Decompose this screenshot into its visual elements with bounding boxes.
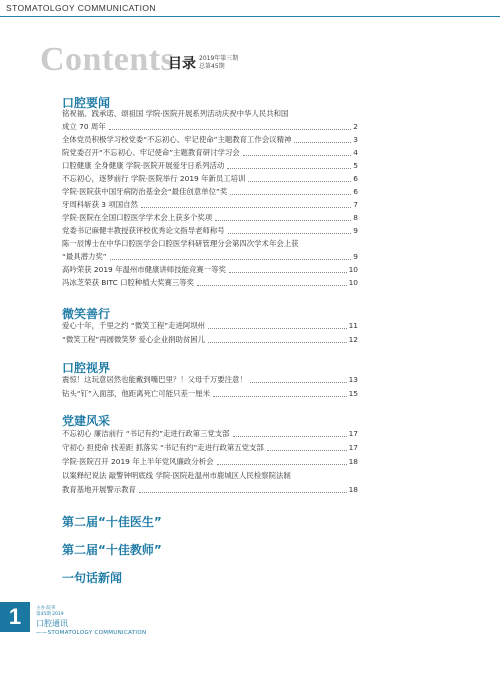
section-title-charity: 微笑善行 bbox=[62, 307, 111, 321]
toc-entry-text: 不忘初心，逐梦前行 学院·医院举行 2019 年新员工培训 bbox=[62, 174, 246, 183]
toc-entry[interactable] bbox=[62, 334, 358, 346]
toc-entry[interactable] bbox=[62, 442, 358, 454]
dot-leader bbox=[228, 232, 352, 234]
toc-entry[interactable] bbox=[62, 225, 358, 237]
mulu-title: 目录 bbox=[168, 56, 196, 72]
contents-title: Contents bbox=[40, 41, 175, 78]
toc-entry-text: 学院·医院召开 2019 年上半年党风廉政分析会 bbox=[62, 457, 214, 466]
page-number: 2 bbox=[353, 122, 358, 131]
footer-small-line-1: 主办 院刊 bbox=[36, 606, 56, 611]
feature-news-brief[interactable]: 一句话新闻 bbox=[62, 571, 123, 585]
page-number: 18 bbox=[348, 457, 358, 466]
page-number: 18 bbox=[348, 485, 358, 494]
toc-entry-text: 全体党员积极学习校党委“不忘初心、牢记使命”主题教育工作会议精神 bbox=[62, 135, 292, 144]
toc-entry[interactable] bbox=[62, 134, 358, 146]
dot-leader bbox=[243, 154, 352, 156]
page-number: 8 bbox=[353, 213, 358, 222]
toc-entry[interactable] bbox=[62, 456, 358, 468]
dot-leader bbox=[230, 193, 351, 195]
page-number: 10 bbox=[348, 278, 358, 287]
toc-entry-text: 不忘初心 廉洁前行 “书记有约”走进行政第三党支部 bbox=[62, 429, 230, 438]
toc-entry[interactable] bbox=[62, 264, 358, 276]
toc-entry-text: 牙周科斩获 3 项国自然 bbox=[62, 200, 138, 209]
dot-leader bbox=[250, 381, 347, 383]
toc-entry-text: 教育基地开展警示教育 bbox=[62, 485, 136, 494]
dot-leader bbox=[233, 435, 347, 437]
issue-line-1: 2019年第三期 bbox=[199, 55, 239, 62]
dot-leader bbox=[267, 449, 347, 451]
toc-entry-text: 学院·医院在全国口腔医学学术会上获多个奖项 bbox=[62, 213, 213, 222]
page-number-badge: 1 bbox=[0, 602, 30, 632]
toc-entry[interactable] bbox=[62, 121, 358, 133]
page-number: 17 bbox=[348, 429, 358, 438]
toc-entry[interactable] bbox=[62, 484, 358, 496]
header-rule bbox=[0, 16, 500, 17]
dot-leader bbox=[141, 206, 351, 208]
feature-top-doctors[interactable]: 第二届“十佳医生” bbox=[62, 515, 162, 529]
toc-entry[interactable] bbox=[62, 160, 358, 172]
page-number: 4 bbox=[353, 148, 358, 157]
toc-entry-text: 冯冰芝荣获 BITC 口腔种植大奖赛三等奖 bbox=[62, 278, 195, 287]
toc-entry-text[interactable]: 以案释纪说法 敲警钟明底线 学院·医院赴温州市鹿城区人民检察院法制 bbox=[62, 471, 291, 480]
toc-entry-text[interactable]: 铭祝福、践承诺、颂祖国 学院·医院开展系列活动庆祝中华人民共和国 bbox=[62, 109, 289, 118]
dot-leader bbox=[109, 128, 352, 130]
feature-top-teachers[interactable]: 第二届“十佳教师” bbox=[62, 543, 162, 557]
toc-entry[interactable] bbox=[62, 173, 358, 185]
dot-leader bbox=[139, 491, 347, 493]
page-number: 10 bbox=[348, 265, 358, 274]
toc-entry[interactable] bbox=[62, 212, 358, 224]
section-title-vision: 口腔视界 bbox=[62, 361, 111, 375]
section-title-party: 党建风采 bbox=[62, 414, 111, 428]
toc-entry-text: “微笑工程”再圆微笑梦 爱心企业捐助贫困儿 bbox=[62, 335, 206, 344]
page-number: 17 bbox=[348, 443, 358, 452]
toc-entry-text: 成立 70 周年 bbox=[62, 122, 106, 131]
toc-entry[interactable] bbox=[62, 251, 358, 263]
toc-entry-text: 钻头“钉”入面部，他距离死亡可能只差一厘米 bbox=[62, 389, 211, 398]
dot-leader bbox=[208, 327, 347, 329]
dot-leader bbox=[197, 284, 347, 286]
dot-leader bbox=[248, 180, 351, 182]
issue-info bbox=[199, 55, 238, 70]
dot-leader bbox=[110, 258, 352, 260]
dot-leader bbox=[294, 141, 351, 143]
page-number: 6 bbox=[353, 187, 358, 196]
toc-entry-text: 爱心十年，千里之约 “微笑工程”走进阿坝州 bbox=[62, 321, 206, 330]
toc-entry-text: 高吟荣获 2019 年温州市健康讲师技能竞赛一等奖 bbox=[62, 265, 226, 274]
page-number: 9 bbox=[353, 252, 358, 261]
toc-entry[interactable] bbox=[62, 428, 358, 440]
toc-entry-text: 学院·医院获中国牙病防治基金会“最佳创意单位”奖 bbox=[62, 187, 228, 196]
footer-brand: 口腔通讯 bbox=[36, 619, 68, 628]
page-number: 9 bbox=[353, 226, 358, 235]
toc-entry[interactable] bbox=[62, 320, 358, 332]
toc-entry-text: 口腔健康 全身健康 学院·医院开展爱牙日系列活动 bbox=[62, 161, 225, 170]
footer-small-line-2: 第45期 2019 bbox=[36, 611, 64, 617]
toc-entry[interactable] bbox=[62, 199, 358, 211]
toc-entry[interactable] bbox=[62, 277, 358, 289]
dot-leader bbox=[213, 395, 347, 397]
dot-leader bbox=[217, 463, 347, 465]
page-number: 11 bbox=[348, 321, 358, 330]
page-number: 12 bbox=[348, 335, 358, 344]
toc-entry-text: 院党委召开“不忘初心、牢记使命”主题教育研讨学习会 bbox=[62, 148, 240, 157]
dot-leader bbox=[227, 167, 351, 169]
page-number: 5 bbox=[353, 161, 358, 170]
page-number: 7 bbox=[353, 200, 358, 209]
toc-entry[interactable] bbox=[62, 374, 358, 386]
page-number: 6 bbox=[353, 174, 358, 183]
toc-entry[interactable] bbox=[62, 147, 358, 159]
page-number: 3 bbox=[353, 135, 358, 144]
dot-leader bbox=[215, 219, 351, 221]
footer-small-text bbox=[36, 606, 64, 617]
publication-header: STOMATOLGOY COMMUNICATION bbox=[6, 3, 156, 13]
dot-leader bbox=[208, 341, 347, 343]
footer-english: ——STOMATOLOGY COMMUNICATION bbox=[36, 630, 147, 636]
section-title-news: 口腔要闻 bbox=[62, 96, 111, 110]
toc-entry-text: 守初心 担使命 找差距 抓落实 “书记有约”走进行政第五党支部 bbox=[62, 443, 264, 452]
toc-entry-text: “最具潜力奖” bbox=[62, 252, 107, 261]
issue-line-2: 总第45期 bbox=[199, 62, 225, 70]
toc-entry-text[interactable]: 陈一辰博士在中华口腔医学会口腔医学科研管理分会第四次学术年会上获 bbox=[62, 239, 299, 248]
page-number: 15 bbox=[348, 389, 358, 398]
toc-entry[interactable] bbox=[62, 186, 358, 198]
dot-leader bbox=[229, 271, 347, 273]
toc-entry-text: 党委书记麻健丰教授获评校优秀论文指导老师称号 bbox=[62, 226, 225, 235]
toc-entry[interactable] bbox=[62, 388, 358, 400]
page-number: 13 bbox=[348, 375, 358, 384]
toc-entry-text: 震惊！这玩意居然也能戴到嘴巴里？！父母千万要注意！ bbox=[62, 375, 247, 384]
